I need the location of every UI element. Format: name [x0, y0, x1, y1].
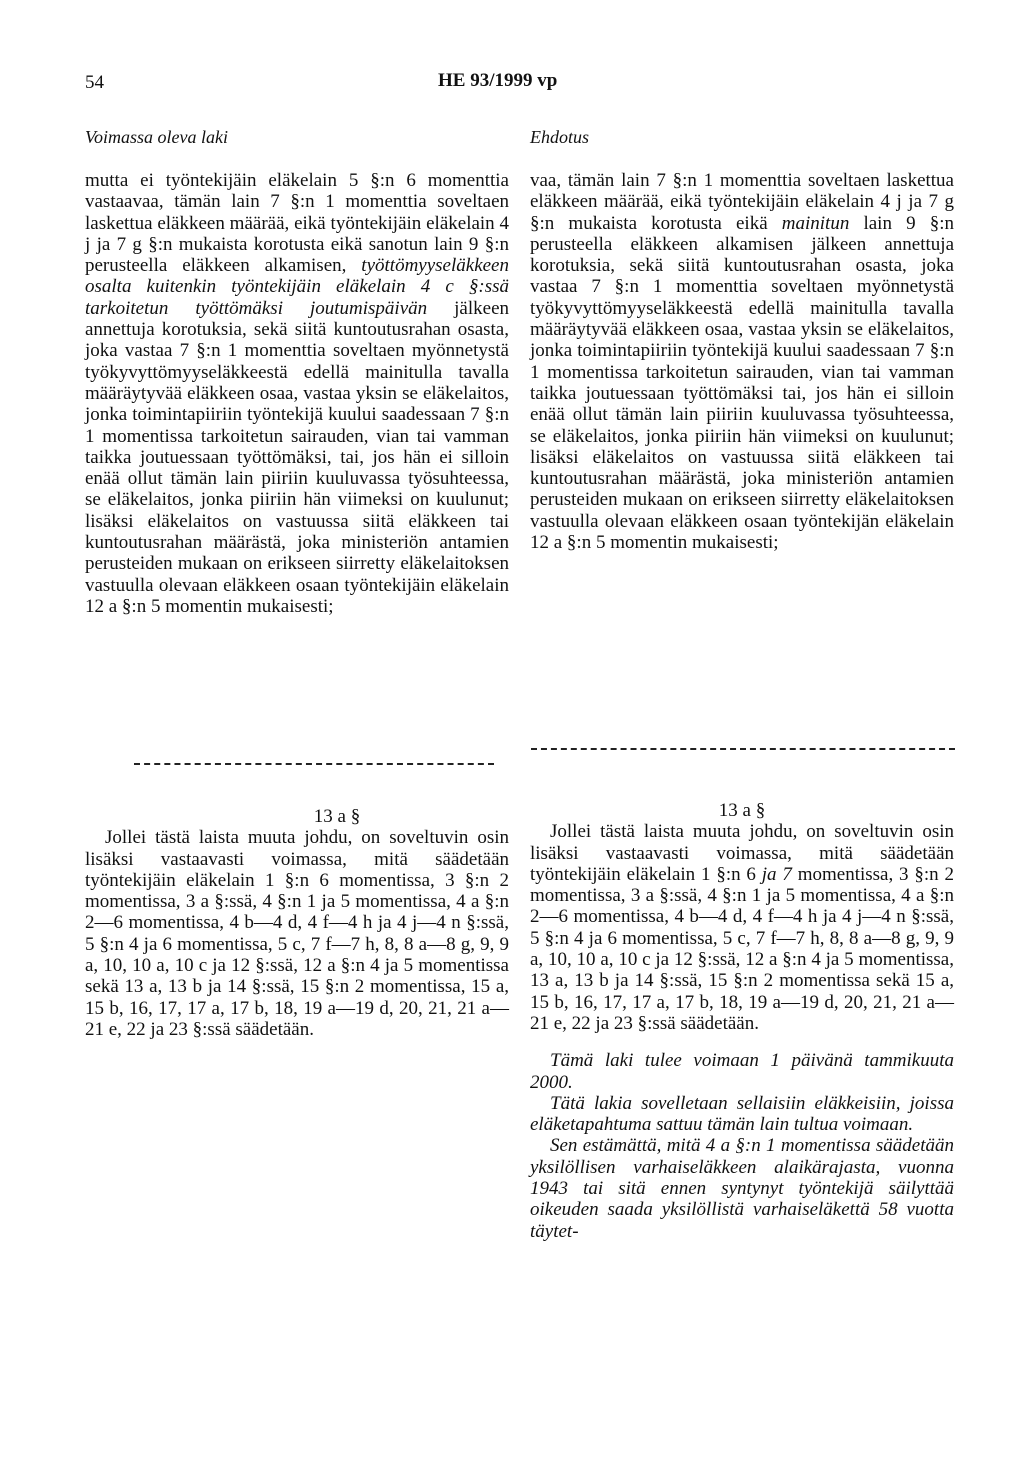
right-omission-dashes: [531, 748, 955, 750]
transition-paragraph: Sen estämättä, mitä 4 a §:n 1 momentissa säädetään yksilöllisen varhaiseläkkeen alaikärajasta, vuonna 1943 tai sitä ennen syntynyt työntekijä säilyttää oikeuden saada yksilöllistä varhaiseläkettä 58 vuotta täytet-: [530, 1135, 954, 1242]
left-text-run: jälkeen annettuja korotuksia, sekä siitä kuntoutusrahan osasta, joka vastaa 7 §:n 1 momenttia soveltaen myönnetystä työkyvyttömyyseläkkeestä edellä mainitulla tavalla määräytyvää eläkkeen osaa, vastaa yksin se eläkelaitos, jonka toimintapiiriin työntekijä kuului saadessaan 7 §:n 1 momentissa tarkoitetun sairauden, vian tai vamman taikka joutuessaan työttömäksi, tai, jos hän ei silloin enää ollut tämän lain piiriin kuuluvassa työsuhteessa, se eläkelaitos, jonka piiriin hän viimeksi on kuulunut; lisäksi eläkelaitos on vastuussa siitä eläkkeen tai kuntoutusrahan määrästä, joka ministeriön antamien perusteiden mukaan on erikseen siirretty eläkelaitoksen vastuulla olevaan eläkkeen osaan työntekijäin eläkelain 12 a §:n 5 momentin mukaisesti;: [85, 297, 509, 617]
left-column-heading: Voimassa oleva laki: [85, 127, 228, 147]
left-section-text: Jollei tästä laista muuta johdu, on soveltuvin osin lisäksi vastaavasti voimassa, mitä säädetään työntekijäin eläkelain 1 §:n 6 momentissa, 3 §:n 2 momentissa, 3 a §:ssä, 4 §:n 1 ja 5 momentissa, 4 a §:n 2—6 momentissa, 4 b—4 d, 4 f—4 h ja 4 j—4 n §:ssä, 5 §:n 4 ja 6 momentissa, 5 c, 7 f—7 h, 8, 8 a—8 g, 9, 9 a, 10, 10 a, 10 c ja 12 §:ssä, 12 a §:n 4 ja 5 momentissa sekä 13 a, 13 b ja 14 §:ssä, 15 §:n 2 momentissa, 15 a, 15 b, 16, 17, 17 a, 17 b, 18, 19 a—19 d, 20, 21, 21 a—21 e, 22 ja 23 §:ssä säädetään.: [85, 827, 509, 1040]
application-paragraph: Tätä lakia sovelletaan sellaisiin eläkkeisiin, joissa eläketapahtuma sattuu tämän lain tultua voimaan.: [530, 1092, 954, 1136]
right-column-block-1: [530, 170, 954, 553]
right-column-block-2: [530, 800, 954, 1242]
right-text-run: momentissa, 3 §:n 2 momentissa, 3 a §:ssä, 4 §:n 1 ja 5 momentissa, 4 a §:n 2—6 momentissa, 4 b—4 d, 4 f—4 h ja 4 j—4 n §:ssä, 5 §:n 4 ja 6 momentissa, 5 c, 7 f—7 h, 8, 8 a—8 g, 9, 9 a, 10, 10 a, 10 c ja 12 §:ssä, 12 a §:n 4 ja 5 momentissa, 13 a, 13 b ja 14 §:ssä, 15 §:n 2 momentissa sekä 15 a, 15 b, 16, 17, 17 a, 17 b, 18, 19 a—19 d, 20, 21, 21 a—21 e, 22 ja 23 §:ssä säädetään.: [530, 863, 954, 1034]
right-column-heading: Ehdotus: [530, 127, 590, 147]
page-number: 54: [85, 72, 104, 93]
right-section-text: [530, 821, 954, 1034]
left-section-heading: 13 a §: [313, 806, 361, 827]
left-italic-run: työttömyyseläkkeen osalta kuitenkin työntekijäin eläkelain 4 c §:ssä tarkoitetun työttömäksi joutumispäivän: [85, 255, 509, 319]
right-paragraph-1: [530, 170, 954, 553]
document-id: HE 93/1999 vp: [438, 70, 558, 91]
entry-into-force-paragraph: Tämä laki tulee voimaan 1 päivänä tammikuuta 2000.: [530, 1050, 954, 1093]
left-column-block-2: [85, 806, 509, 1040]
left-paragraph-1: [85, 170, 509, 617]
right-text-run: lain 9 §:n perusteella eläkkeen alkamisen jälkeen annettuja korotuksia, sekä siitä kuntoutusrahan osasta, joka vastaa 7 §:n 1 momenttia soveltaen myönnetystä työkyvyttömyyseläkkeestä edellä mainitulla tavalla määräytyvää eläkkeen osaa, vastaa yksin se eläkelaitos, jonka toimintapiiriin työntekijä kuului saadessaan 7 §:n 1 momentissa tarkoitetun sairauden, vian tai vamman taikka joutuessaan työttömäksi tai, jos hän ei silloin enää ollut tämän lain piiriin kuuluvassa työsuhteessa, se eläkelaitos, jonka piiriin hän viimeksi on kuulunut; lisäksi eläkelaitos on vastuussa siitä eläkkeen tai kuntoutusrahan määrästä, joka ministeriön antamien perusteiden mukaan on erikseen siirretty eläkelaitoksen vastuulla olevaan eläkkeen osaan työntekijän eläkelain 12 a §:n 5 momentin mukaisesti;: [530, 212, 954, 554]
entry-into-force-provisions: [530, 1050, 954, 1242]
right-italic-run: ja 7: [761, 863, 792, 885]
left-text-run: mutta ei työntekijäin eläkelain 5 §:n 6 momenttia vastaavaa, tämän lain 7 §:n 1 momenttia soveltaen laskettua eläkkeen määrää, eikä työntekijäin eläkelain 4 j ja 7 g §:n mukaista korotusta eikä sanotun lain 9 §:n perusteella eläkkeen alkamisen,: [85, 170, 509, 277]
right-section-heading: 13 a §: [718, 800, 766, 821]
right-text-run: vaa, tämän lain 7 §:n 1 momenttia soveltaen laskettua eläkkeen määrää, eikä työntekijäin eläkelain 4 j ja 7 g §:n mukaista korotusta eikä: [530, 170, 954, 234]
left-omission-dashes: [134, 763, 494, 765]
right-italic-run: mainitun: [781, 212, 850, 234]
right-text-run: Jollei tästä laista muuta johdu, on soveltuvin osin lisäksi vastaavasti voimassa, mitä säädetään työntekijäin eläkelain 1 §:n 6: [530, 821, 954, 885]
left-column-block-1: [85, 170, 509, 617]
